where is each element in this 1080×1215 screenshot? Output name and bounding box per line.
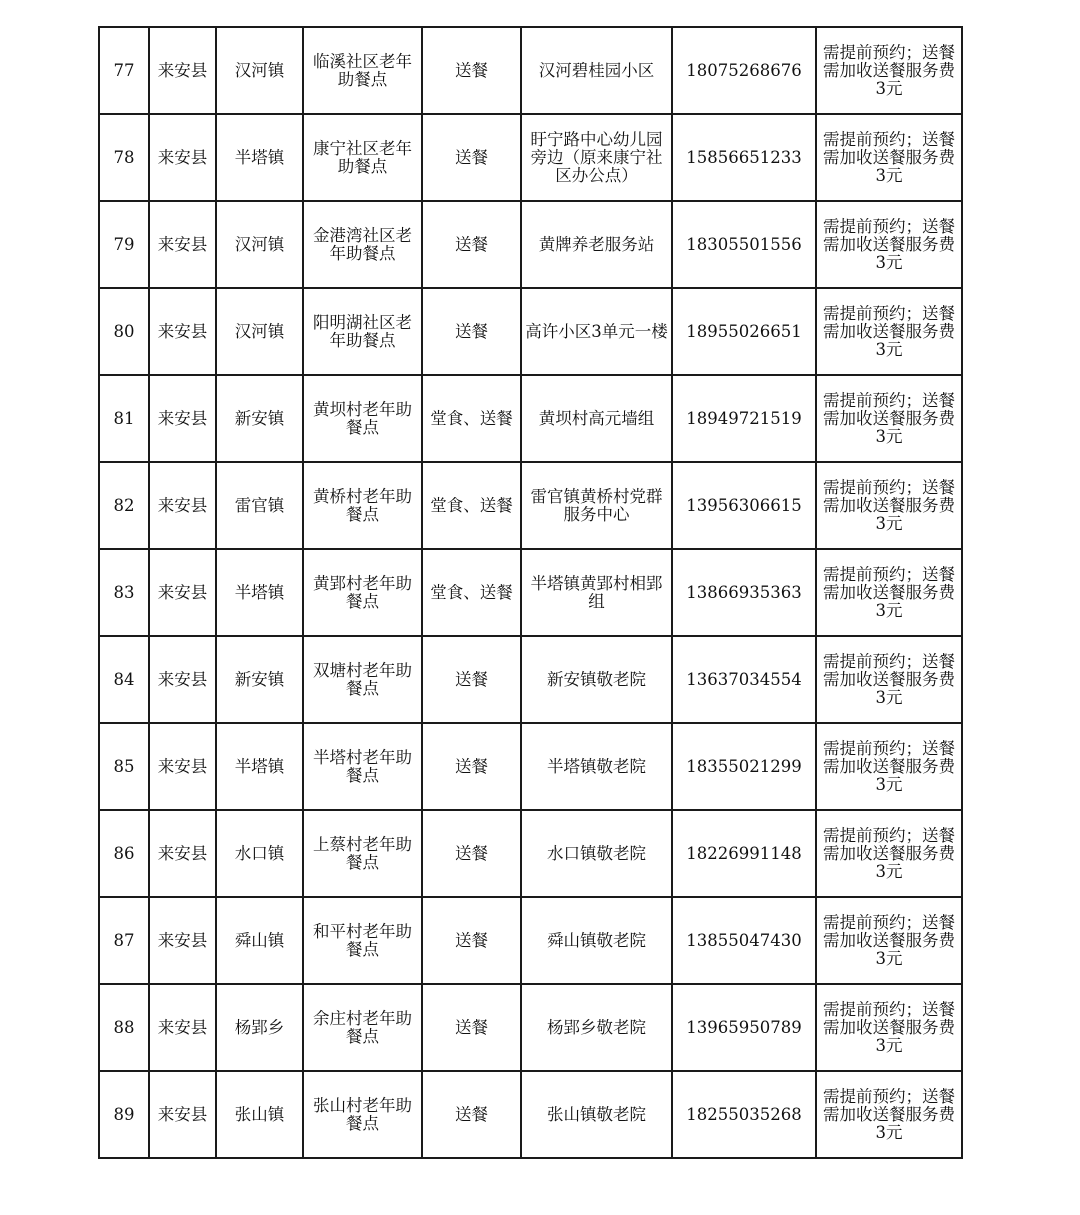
town-cell: 汉河镇 — [216, 201, 303, 288]
address-cell: 高许小区3单元一楼 — [521, 288, 672, 375]
row-number: 82 — [99, 462, 149, 549]
table-body — [99, 27, 962, 1158]
phone-cell: 15856651233 — [672, 114, 816, 201]
row-number: 81 — [99, 375, 149, 462]
meal-point-table — [98, 26, 963, 1159]
service-type-cell: 送餐 — [422, 810, 521, 897]
table-row — [99, 201, 962, 288]
note-cell: 需提前预约；送餐需加收送餐服务费3元 — [816, 810, 962, 897]
phone-cell: 18355021299 — [672, 723, 816, 810]
address-cell: 汉河碧桂园小区 — [521, 27, 672, 114]
row-number: 86 — [99, 810, 149, 897]
county-cell: 来安县 — [149, 375, 216, 462]
note-cell: 需提前预约；送餐需加收送餐服务费3元 — [816, 984, 962, 1071]
table-row — [99, 114, 962, 201]
row-number: 79 — [99, 201, 149, 288]
meal-point-name-cell: 黄坝村老年助餐点 — [303, 375, 422, 462]
note-cell: 需提前预约；送餐需加收送餐服务费3元 — [816, 288, 962, 375]
meal-point-name-cell: 余庄村老年助餐点 — [303, 984, 422, 1071]
note-cell: 需提前预约；送餐需加收送餐服务费3元 — [816, 201, 962, 288]
address-cell: 水口镇敬老院 — [521, 810, 672, 897]
county-cell: 来安县 — [149, 723, 216, 810]
meal-point-name-cell: 康宁社区老年助餐点 — [303, 114, 422, 201]
table-row — [99, 27, 962, 114]
town-cell: 水口镇 — [216, 810, 303, 897]
town-cell: 半塔镇 — [216, 114, 303, 201]
meal-point-name-cell: 张山村老年助餐点 — [303, 1071, 422, 1158]
note-cell: 需提前预约；送餐需加收送餐服务费3元 — [816, 723, 962, 810]
town-cell: 汉河镇 — [216, 27, 303, 114]
service-type-cell: 送餐 — [422, 636, 521, 723]
table-row — [99, 288, 962, 375]
service-type-cell: 送餐 — [422, 897, 521, 984]
service-type-cell: 送餐 — [422, 114, 521, 201]
meal-point-name-cell: 双塘村老年助餐点 — [303, 636, 422, 723]
town-cell: 汉河镇 — [216, 288, 303, 375]
table-row — [99, 897, 962, 984]
table-row — [99, 723, 962, 810]
phone-cell: 18305501556 — [672, 201, 816, 288]
town-cell: 半塔镇 — [216, 723, 303, 810]
address-cell: 张山镇敬老院 — [521, 1071, 672, 1158]
county-cell: 来安县 — [149, 201, 216, 288]
address-cell: 半塔镇黄郢村相郢组 — [521, 549, 672, 636]
row-number: 89 — [99, 1071, 149, 1158]
town-cell: 半塔镇 — [216, 549, 303, 636]
address-cell: 新安镇敬老院 — [521, 636, 672, 723]
meal-point-name-cell: 金港湾社区老年助餐点 — [303, 201, 422, 288]
phone-cell: 18255035268 — [672, 1071, 816, 1158]
note-cell: 需提前预约；送餐需加收送餐服务费3元 — [816, 375, 962, 462]
county-cell: 来安县 — [149, 549, 216, 636]
service-type-cell: 堂食、送餐 — [422, 375, 521, 462]
service-type-cell: 堂食、送餐 — [422, 549, 521, 636]
address-cell: 雷官镇黄桥村党群服务中心 — [521, 462, 672, 549]
county-cell: 来安县 — [149, 114, 216, 201]
town-cell: 新安镇 — [216, 375, 303, 462]
county-cell: 来安县 — [149, 1071, 216, 1158]
table-row — [99, 810, 962, 897]
row-number: 78 — [99, 114, 149, 201]
meal-point-name-cell: 黄郢村老年助餐点 — [303, 549, 422, 636]
service-type-cell: 送餐 — [422, 723, 521, 810]
address-cell: 黄坝村高元墙组 — [521, 375, 672, 462]
address-cell: 盱宁路中心幼儿园旁边（原来康宁社区办公点） — [521, 114, 672, 201]
row-number: 87 — [99, 897, 149, 984]
row-number: 83 — [99, 549, 149, 636]
town-cell: 舜山镇 — [216, 897, 303, 984]
phone-cell: 13956306615 — [672, 462, 816, 549]
service-type-cell: 送餐 — [422, 27, 521, 114]
note-cell: 需提前预约；送餐需加收送餐服务费3元 — [816, 462, 962, 549]
meal-point-name-cell: 黄桥村老年助餐点 — [303, 462, 422, 549]
service-type-cell: 送餐 — [422, 1071, 521, 1158]
address-cell: 半塔镇敬老院 — [521, 723, 672, 810]
note-cell: 需提前预约；送餐需加收送餐服务费3元 — [816, 27, 962, 114]
town-cell: 张山镇 — [216, 1071, 303, 1158]
county-cell: 来安县 — [149, 462, 216, 549]
service-type-cell: 堂食、送餐 — [422, 462, 521, 549]
row-number: 80 — [99, 288, 149, 375]
phone-cell: 13965950789 — [672, 984, 816, 1071]
table-row — [99, 984, 962, 1071]
table-row — [99, 549, 962, 636]
meal-point-name-cell: 半塔村老年助餐点 — [303, 723, 422, 810]
town-cell: 杨郢乡 — [216, 984, 303, 1071]
row-number: 85 — [99, 723, 149, 810]
address-cell: 杨郢乡敬老院 — [521, 984, 672, 1071]
table-row — [99, 375, 962, 462]
note-cell: 需提前预约；送餐需加收送餐服务费3元 — [816, 1071, 962, 1158]
phone-cell: 13637034554 — [672, 636, 816, 723]
note-cell: 需提前预约；送餐需加收送餐服务费3元 — [816, 897, 962, 984]
note-cell: 需提前预约；送餐需加收送餐服务费3元 — [816, 114, 962, 201]
phone-cell: 18949721519 — [672, 375, 816, 462]
note-cell: 需提前预约；送餐需加收送餐服务费3元 — [816, 636, 962, 723]
phone-cell: 13855047430 — [672, 897, 816, 984]
meal-point-name-cell: 上蔡村老年助餐点 — [303, 810, 422, 897]
county-cell: 来安县 — [149, 810, 216, 897]
meal-point-name-cell: 阳明湖社区老年助餐点 — [303, 288, 422, 375]
county-cell: 来安县 — [149, 27, 216, 114]
county-cell: 来安县 — [149, 984, 216, 1071]
county-cell: 来安县 — [149, 288, 216, 375]
phone-cell: 18226991148 — [672, 810, 816, 897]
row-number: 84 — [99, 636, 149, 723]
table-row — [99, 462, 962, 549]
address-cell: 舜山镇敬老院 — [521, 897, 672, 984]
table-row — [99, 636, 962, 723]
address-cell: 黄牌养老服务站 — [521, 201, 672, 288]
county-cell: 来安县 — [149, 897, 216, 984]
phone-cell: 18075268676 — [672, 27, 816, 114]
service-type-cell: 送餐 — [422, 201, 521, 288]
phone-cell: 18955026651 — [672, 288, 816, 375]
phone-cell: 13866935363 — [672, 549, 816, 636]
meal-point-name-cell: 临溪社区老年助餐点 — [303, 27, 422, 114]
town-cell: 雷官镇 — [216, 462, 303, 549]
note-cell: 需提前预约；送餐需加收送餐服务费3元 — [816, 549, 962, 636]
table-row — [99, 1071, 962, 1158]
row-number: 77 — [99, 27, 149, 114]
row-number: 88 — [99, 984, 149, 1071]
service-type-cell: 送餐 — [422, 288, 521, 375]
service-type-cell: 送餐 — [422, 984, 521, 1071]
town-cell: 新安镇 — [216, 636, 303, 723]
meal-point-name-cell: 和平村老年助餐点 — [303, 897, 422, 984]
county-cell: 来安县 — [149, 636, 216, 723]
